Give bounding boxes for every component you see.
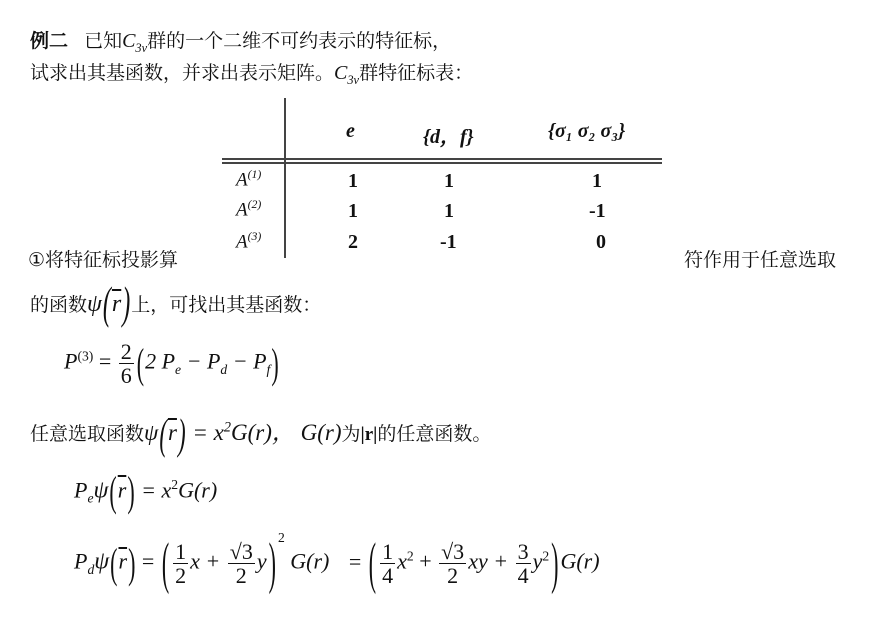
header-e: e — [346, 120, 355, 142]
example-label: 例二 — [30, 30, 69, 52]
row-label-a1: $A^{(1)}$ — [236, 168, 262, 191]
row-label-a3: $A^{(3)}$ — [236, 230, 262, 253]
example-line-2 — [30, 58, 473, 88]
cell-a1-sigma: 1 — [592, 170, 602, 192]
formula-pd: $P_d\psi(\overline{r})$ = ( $\frac{1}{2}$ x + $\frac{√3}{2}$ y) $^2$ G(r) = ( $\frac{1}{4}$ $x^2$ + $\frac{√3}{2}$ xy + $\frac{3}{4}$ $y^2)G(r)$ — [74, 529, 600, 595]
group-symbol-2: $C_{3v}$ — [334, 62, 360, 87]
header-sigma: {σ₁ σ₂ σ₃} — [548, 120, 626, 142]
cell-a3-e: 2 — [348, 231, 358, 253]
text-basis: 上，可找出其基函数： — [131, 294, 322, 316]
cell-a2-e: 1 — [348, 200, 358, 222]
text-table-intro: 群特征标表： — [359, 62, 474, 84]
header-df: {d，f} — [423, 126, 474, 148]
row-label-a2: $A^{(2)}$ — [236, 198, 262, 221]
table-rule-bottom — [222, 162, 662, 164]
text-line1-rest: 群的一个二维不可约表示的特征标， — [147, 30, 452, 52]
table-rule-top — [222, 158, 662, 160]
cell-a1-e: 1 — [348, 170, 358, 192]
step2-line — [30, 410, 492, 458]
step1-line-2 — [30, 279, 322, 330]
text-wei: 为 — [341, 423, 361, 445]
formula-p3: $P^{(3)}$ = $\frac{2}{6}$ (2 $P_e - P_d - P_f$) — [64, 338, 279, 389]
group-symbol: $C_{3v}$ — [122, 30, 148, 55]
formula-pe: $P_e\psi(\overline{r}) = x^2G(r)$ — [74, 467, 218, 516]
text-any-function: 的任意函数。 — [377, 423, 492, 445]
step1-right: 符作用于任意选取 — [684, 249, 837, 271]
psi-of-r: $\psi(\overline{r})$ — [87, 279, 131, 330]
text-line2: 试求出其基函数，并求出表示矩阵。 — [30, 62, 335, 84]
psi-def: $\psi(\overline{r}) = x^2G(r)$， G(r) — [144, 410, 342, 458]
step1-left: ①将特征标投影算 — [28, 249, 179, 271]
table-vertical-rule — [284, 98, 286, 258]
example-line-1 — [30, 26, 451, 56]
cell-a2-sigma: -1 — [589, 200, 606, 222]
cell-a3-df: -1 — [440, 231, 457, 253]
text-arbitrary: 任意选取函数 — [30, 423, 145, 445]
abs-r: |r| — [360, 424, 378, 445]
text-function: 的函数 — [30, 294, 88, 316]
text-known: 已知 — [84, 30, 123, 52]
cell-a1-df: 1 — [444, 170, 454, 192]
cell-a3-sigma: 0 — [596, 231, 606, 253]
cell-a2-df: 1 — [444, 200, 454, 222]
